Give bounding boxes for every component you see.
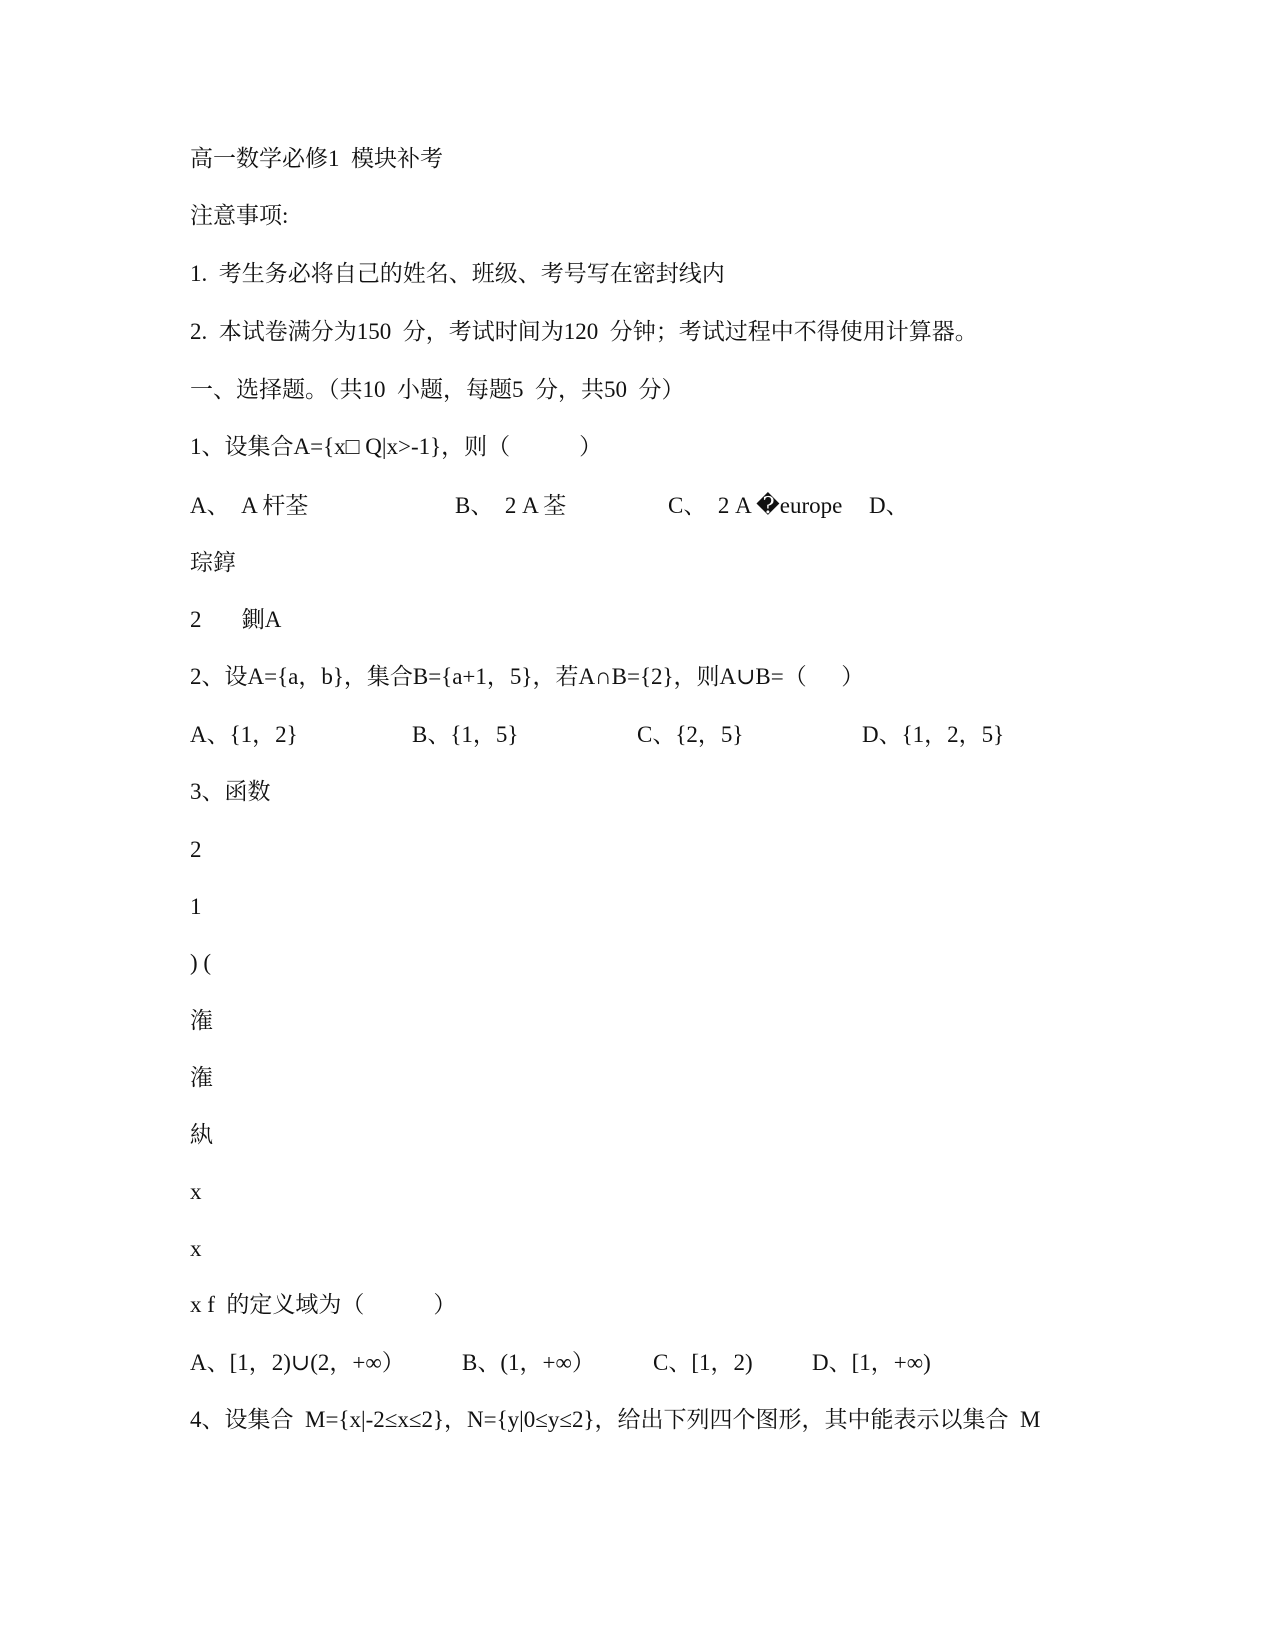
question-1-fragment-2: 2 鍘A <box>190 607 282 632</box>
question-2-stem: 2、设A={a，b}，集合B={a+1，5}，若A∩B={2}，则A∪B=（ ） <box>190 664 865 689</box>
exam-title: 高一数学必修1 模块补考 <box>190 146 443 171</box>
question-3-option-a: A、[1，2)∪(2，+∞） <box>190 1350 405 1375</box>
question-1-option-c: C、 2 A �europe <box>668 493 843 518</box>
question-1-fragment-1: 琮錞 <box>190 550 236 575</box>
notice-item-1: 1. 考生务必将自己的姓名、班级、考号写在密封线内 <box>190 261 725 286</box>
question-3-fragment: 紈 <box>190 1122 213 1147</box>
question-2-option-b: B、{1，5} <box>412 722 519 747</box>
notice-heading: 注意事项: <box>190 203 289 228</box>
question-3-fragment: 1 <box>190 894 202 919</box>
question-4-stem: 4、设集合 M={x|-2≤x≤2}，N={y|0≤y≤2}，给出下列四个图形，其中能表示以集合 M <box>190 1407 1041 1432</box>
question-2-option-d: D、{1，2，5} <box>862 722 1005 747</box>
question-3-option-b: B、(1，+∞） <box>462 1350 595 1375</box>
question-3-fragment: x <box>190 1179 202 1204</box>
question-3-tail: x f 的定义域为（ ） <box>190 1292 457 1317</box>
section-heading-choice: 一、选择题。（共10 小题，每题5 分，共50 分） <box>190 377 685 402</box>
question-1-stem: 1、设集合A={x□ Q|x>-1}，则（ ） <box>190 434 603 459</box>
question-1-option-a: A、 A 杆荃 <box>190 493 309 518</box>
question-2-option-c: C、{2，5} <box>637 722 744 747</box>
question-3-fragment: 潅 <box>190 1008 213 1033</box>
question-3-fragment: 潅 <box>190 1065 213 1090</box>
question-3-fragment: 2 <box>190 837 202 862</box>
question-3-stem: 3、函数 <box>190 779 271 804</box>
notice-item-2: 2. 本试卷满分为150 分，考试时间为120 分钟；考试过程中不得使用计算器。 <box>190 319 978 344</box>
question-2-option-a: A、{1，2} <box>190 722 298 747</box>
question-3-fragment: ) ( <box>190 950 212 975</box>
question-3-option-c: C、[1，2) <box>653 1350 753 1375</box>
question-1-option-d: D、 <box>869 493 909 518</box>
question-3-option-d: D、[1，+∞) <box>812 1350 931 1375</box>
question-3-fragment: x <box>190 1236 202 1261</box>
question-1-option-b: B、 2 A 荃 <box>455 493 567 518</box>
